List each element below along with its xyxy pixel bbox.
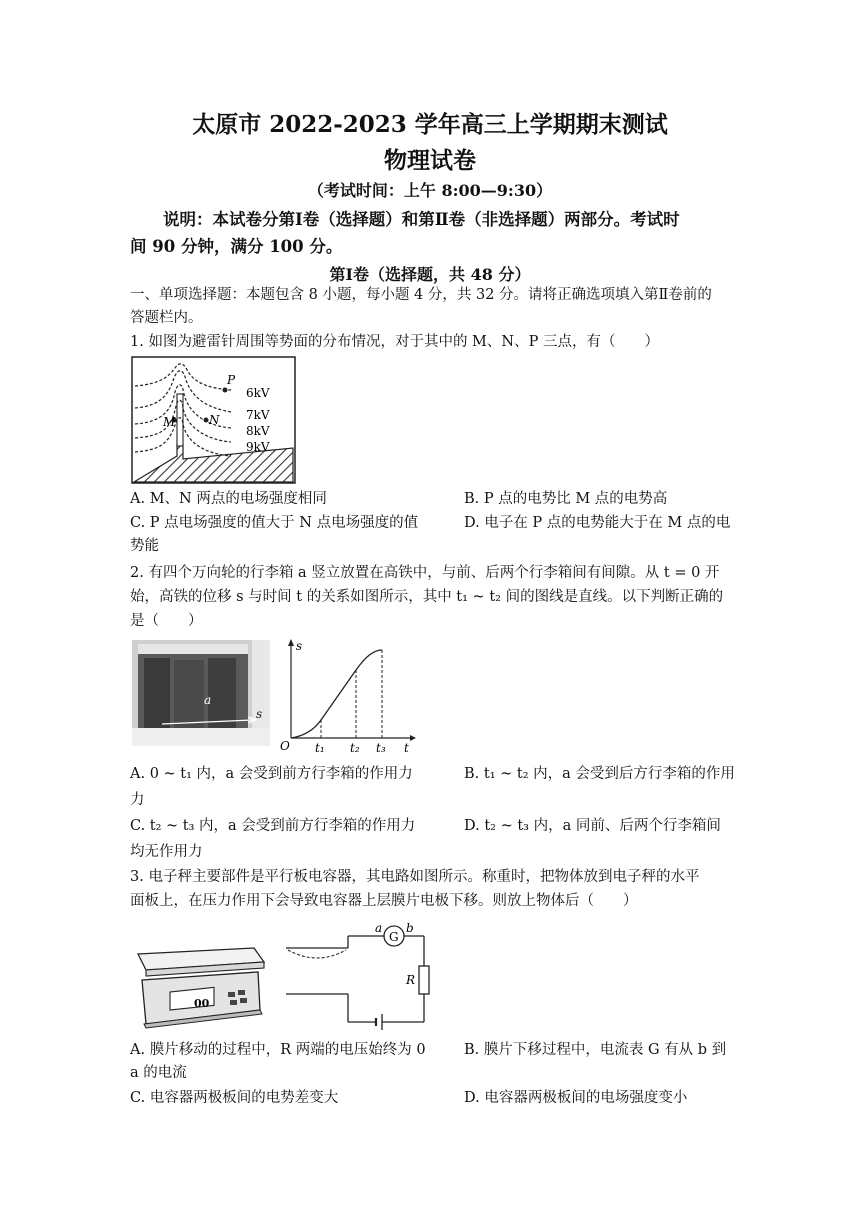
q1-label-8kv: 8kV: [246, 424, 270, 438]
q2-tick-t1: t₁: [315, 741, 325, 754]
q3-option-b: B. 膜片下移过程中，电流表 G 有从 b 到: [464, 1042, 727, 1058]
exam-title: 太原市 2022-2023 学年高三上学期期末测试: [192, 111, 668, 138]
q2-stem-line-3: 是（ ）: [130, 613, 203, 629]
q3-option-c: C. 电容器两极板间的电势差变大: [130, 1090, 339, 1106]
q2-option-c: C. t₂ ~ t₃ 内，a 会受到前方行李箱的作用力: [130, 818, 416, 834]
q1-label-p: P: [227, 373, 236, 387]
q1-label-6kv: 6kV: [246, 386, 270, 400]
q2-axis-label-s: s: [296, 639, 303, 653]
q2-luggage-photo: [132, 640, 270, 746]
q2-tick-t2: t₂: [350, 741, 360, 754]
q2-direction-label-s: s: [256, 707, 263, 721]
q3-option-b-continued: a 的电流: [130, 1065, 187, 1081]
section-title: 第Ⅰ卷（选择题，共 48 分）: [329, 265, 531, 284]
q1-option-c: C. P 点电场强度的值大于 N 点电场强度的值: [130, 515, 419, 531]
q2-option-d: D. t₂ ~ t₃ 内，a 同前、后两个行李箱间: [464, 818, 721, 834]
q2-stem-line-1: 2. 有四个万向轮的行李箱 a 竖立放置在高铁中，与前、后两个行李箱间有间隙。从 t = 0 开: [130, 565, 720, 581]
q3-label-a: a: [375, 921, 383, 935]
q1-option-a: A. M、N 两点的电场强度相同: [130, 491, 327, 507]
q2-option-d-continued: 均无作用力: [130, 844, 203, 860]
exam-subject: 物理试卷: [384, 147, 476, 174]
q3-option-d: D. 电容器两极板间的电场强度变小: [464, 1090, 688, 1106]
q3-option-a: A. 膜片移动的过程中，R 两端的电压始终为 0: [130, 1042, 426, 1058]
section-intro-line-1: 一、单项选择题：本题包含 8 小题，每小题 4 分，共 32 分。请将正确选项填入第Ⅱ卷前的: [130, 287, 712, 303]
exam-time: （考试时间：上午 8:00—9:30）: [307, 181, 553, 200]
q3-scale-display: 00: [194, 997, 210, 1010]
q3-galvanometer-label: G: [389, 930, 399, 944]
q1-option-d-continued: 势能: [130, 538, 159, 554]
q2-stem-line-2: 始，高铁的位移 s 与时间 t 的关系如图所示，其中 t₁ ~ t₂ 间的图线是直线。以下判断正确的: [130, 589, 724, 605]
q2-displacement-time-graph: [276, 636, 420, 754]
q2-tick-t3: t₃: [376, 741, 386, 754]
q2-option-b: B. t₁ ~ t₂ 内，a 会受到后方行李箱的作用: [464, 766, 735, 782]
q2-luggage-label-a: a: [204, 693, 212, 707]
q2-option-a: A. 0 ~ t₁ 内，a 会受到前方行李箱的作用力: [130, 766, 413, 782]
q3-resistor-label: R: [406, 973, 416, 987]
q1-lightning-rod-figure: [131, 356, 296, 484]
q3-electronic-scale-picture: [132, 940, 266, 1030]
q1-label-7kv: 7kV: [246, 408, 270, 422]
instructions-line-2: 间 90 分钟，满分 100 分。: [130, 237, 343, 256]
q3-stem-line-1: 3. 电子秤主要部件是平行板电容器，其电路如图所示。称重时，把物体放到电子秤的水平: [130, 869, 700, 885]
q1-label-9kv: 9kV: [246, 440, 270, 454]
q3-stem-line-2: 面板上，在压力作用下会导致电容器上层膜片电极下移。则放上物体后（ ）: [130, 893, 638, 909]
q1-option-d: D. 电子在 P 点的电势能大于在 M 点的电: [464, 515, 731, 531]
q2-origin-label: O: [280, 739, 290, 753]
section-intro-line-2: 答题栏内。: [130, 310, 203, 326]
q1-label-m: M: [163, 415, 176, 429]
q1-label-n: N: [209, 413, 220, 427]
instructions-line-1: 说明：本试卷分第Ⅰ卷（选择题）和第Ⅱ卷（非选择题）两部分。考试时: [163, 210, 680, 229]
q2-option-b-continued: 力: [130, 792, 145, 808]
q2-axis-label-t: t: [404, 741, 409, 754]
q1-option-b: B. P 点的电势比 M 点的电势高: [464, 491, 668, 507]
q3-label-b: b: [406, 921, 414, 935]
q3-capacitor-circuit: [282, 920, 442, 1032]
exam-instructions: [130, 206, 730, 260]
q1-stem: 1. 如图为避雷针周围等势面的分布情况，对于其中的 M、N、P 三点，有（ ）: [130, 334, 659, 350]
